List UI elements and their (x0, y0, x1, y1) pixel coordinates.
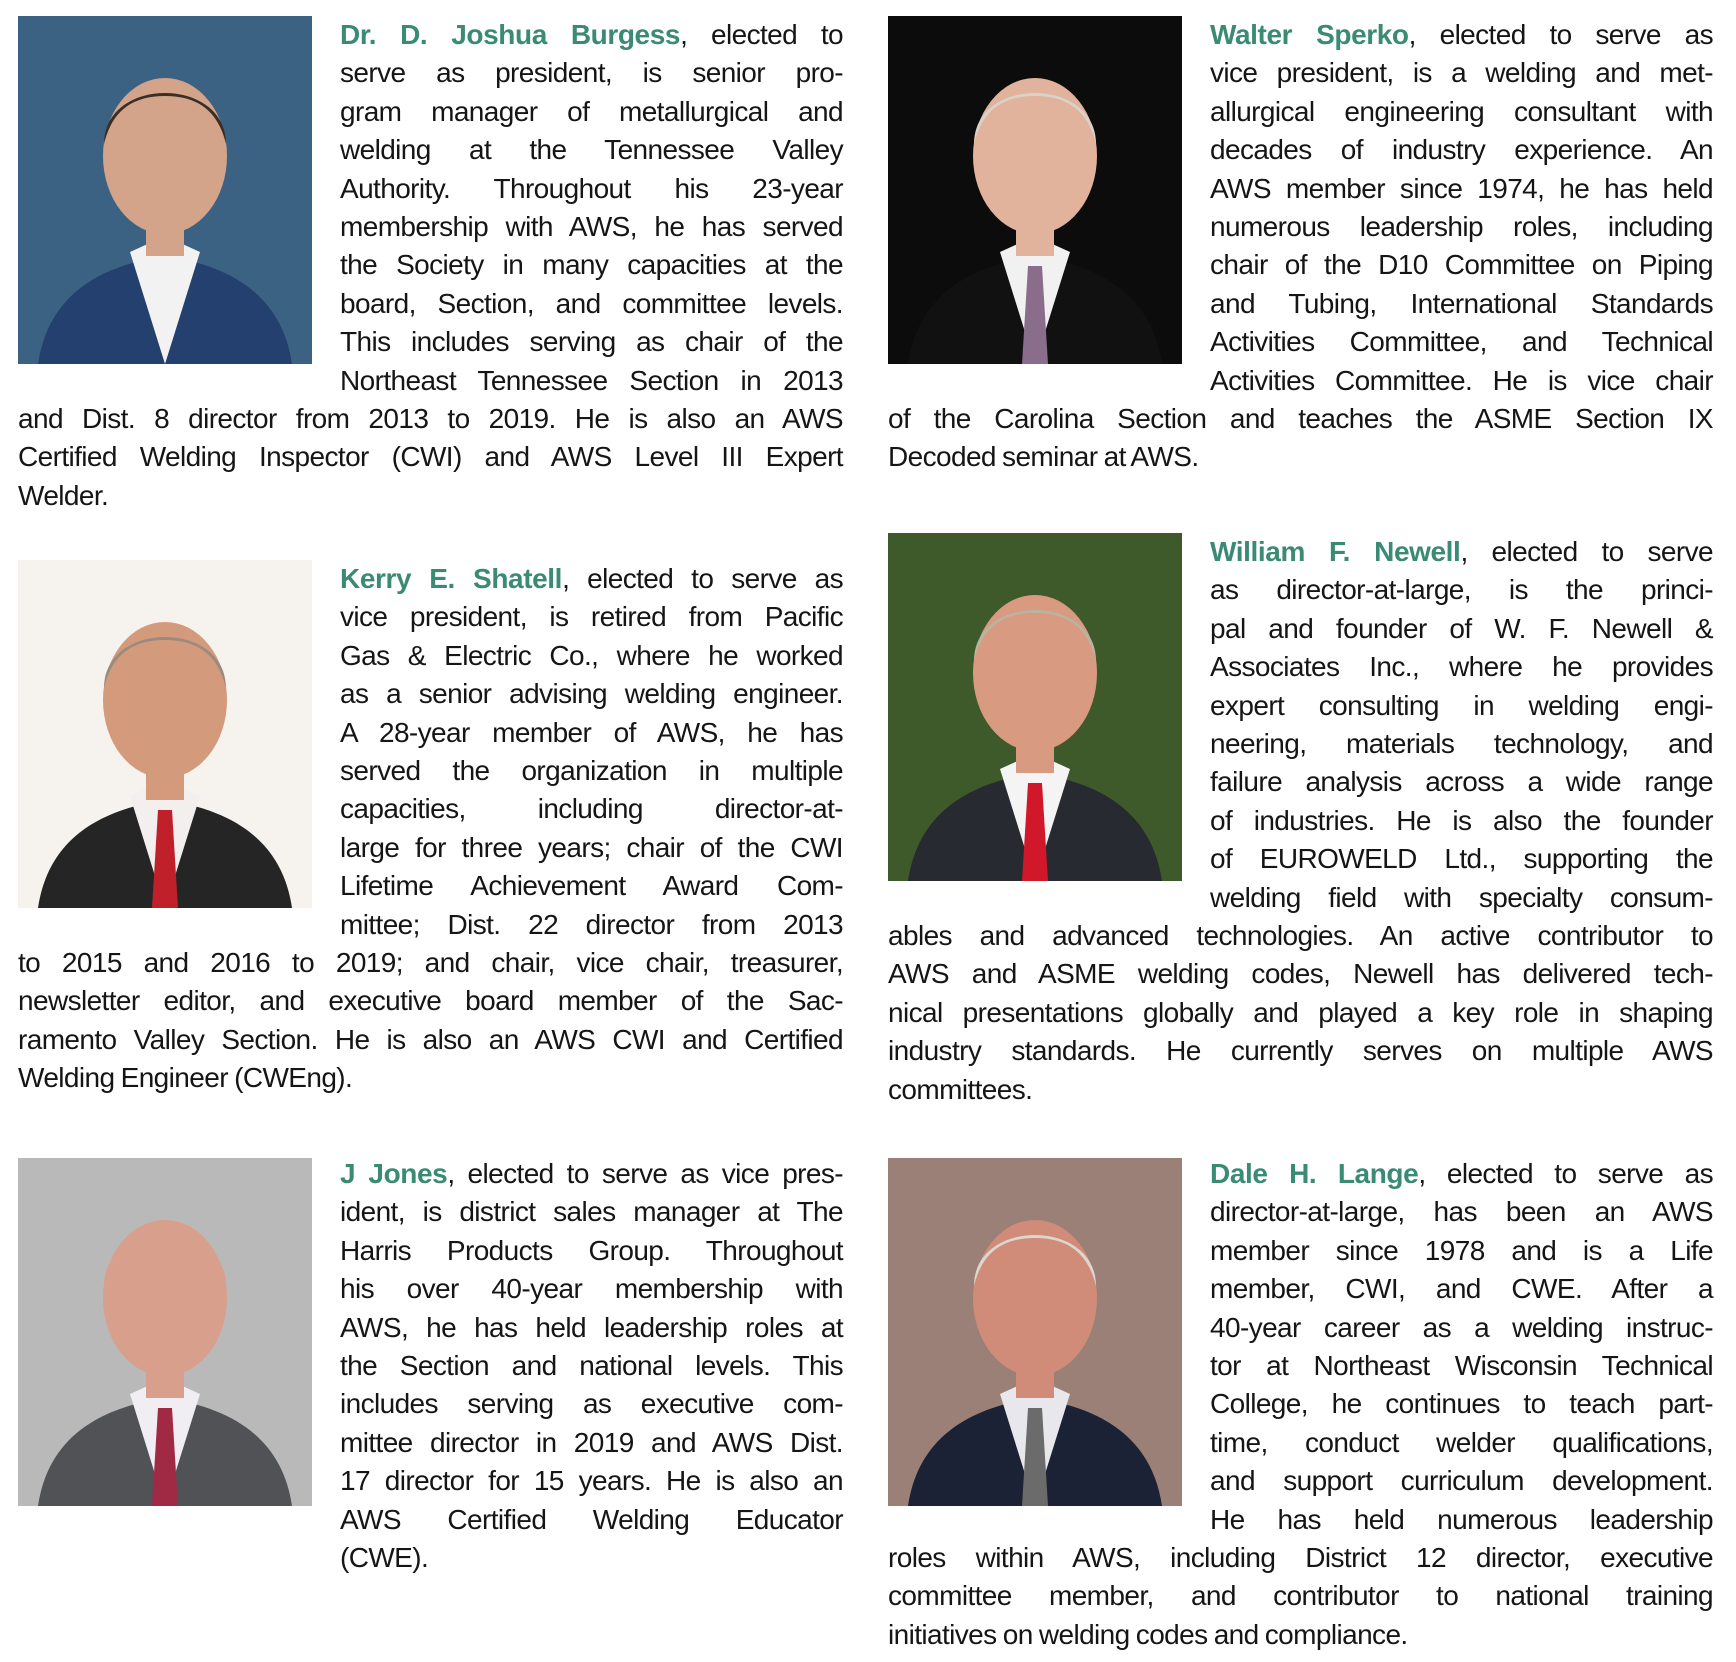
bio-text-line (340, 131, 843, 169)
bio-text-line (1210, 246, 1713, 284)
bio-text-line (1210, 1347, 1713, 1385)
bio-text-line (1210, 1232, 1713, 1270)
bio-text-line (888, 1539, 1713, 1577)
bio-text: as a senior advising welding engineer. (340, 678, 843, 710)
bio-text: large for three years; chair of the CWI (340, 831, 843, 863)
bio-text: ables and advanced technologies. An active contributor to (888, 920, 1713, 951)
bio-text-line (340, 1385, 843, 1423)
bio-text-line (340, 1347, 843, 1385)
bio-text: , elected to serve as (562, 563, 843, 594)
person-name: Walter Sperko (1210, 19, 1409, 50)
bio-text-line (1210, 648, 1713, 686)
bio-text: membership with AWS, he has served (340, 211, 843, 242)
bio-text: served the organization in multiple (340, 755, 843, 786)
bio-text: Lifetime Achievement Award Com- (340, 870, 843, 902)
bio-text-line (340, 560, 843, 598)
bio-text-line (1210, 362, 1713, 400)
bio-text-line (888, 994, 1713, 1032)
bio-text: Associates Inc., where he provides (1210, 651, 1713, 683)
bio-text: mittee director in 2019 and AWS Dist. (340, 1426, 843, 1458)
bio-text: of EUROWELD Ltd., supporting the (1210, 843, 1713, 875)
bio-text-line (340, 1193, 843, 1231)
bio-text-line (1210, 533, 1713, 571)
bio-text: Northeast Tennessee Section in 2013 (340, 364, 843, 396)
bio-text-line (340, 323, 843, 361)
bio-text-line (1210, 208, 1713, 246)
bio-text-line (1210, 1424, 1713, 1462)
bio-text-line (340, 246, 843, 284)
bio-text: Welding Engineer (CWEng). (18, 1062, 353, 1094)
bio-text-line (340, 637, 843, 675)
bio-text: numerous leadership roles, including (1210, 211, 1713, 242)
person-name: Kerry E. Shatell (340, 563, 563, 594)
bio-text-line (1210, 610, 1713, 648)
bio-text-line (18, 1059, 843, 1097)
bio-text-line (18, 438, 843, 476)
bio-text-line (18, 982, 843, 1020)
portrait-photo (888, 533, 1182, 881)
bio-text: neering, materials technology, and (1210, 728, 1713, 759)
bio-text-line (340, 1539, 843, 1577)
portrait-photo (18, 1158, 312, 1506)
bio-text: ident, is district sales manager at The (340, 1196, 843, 1228)
bio-text: initiatives on welding codes and compliance. (888, 1618, 1408, 1650)
bio-text: of industries. He is also the founder (1210, 804, 1713, 836)
bio-text-line (1210, 1193, 1713, 1231)
bio-text-line (1210, 1385, 1713, 1423)
bio-text-line (340, 906, 843, 944)
bio-text: (CWE). (340, 1542, 429, 1573)
bio-text-line (1210, 802, 1713, 840)
bio-text: This includes serving as chair of the (340, 326, 843, 358)
bio-text: 40-year career as a welding instruc- (1210, 1311, 1713, 1343)
bio-text: committee member, and contributor to national training (888, 1580, 1713, 1612)
bio-text-line (340, 362, 843, 400)
bio-text-line (340, 1309, 843, 1347)
bio-text-line (340, 714, 843, 752)
bio-text-line (340, 790, 843, 828)
bio-text-line (1210, 725, 1713, 763)
bio-text: serve as president, is senior pro- (340, 57, 843, 89)
bio-text: as director-at-large, is the princi- (1210, 574, 1713, 606)
portrait-photo (18, 560, 312, 908)
bio-text-line (1210, 16, 1713, 54)
bio-text: nical presentations globally and played a key role in shaping (888, 996, 1713, 1028)
bio-text: Activities Committee. He is vice chair (1210, 364, 1713, 396)
bio-text: welding field with specialty consum- (1210, 881, 1713, 913)
bio-text-line (1210, 93, 1713, 131)
bio-text-line (340, 208, 843, 246)
bio-text: committees. (888, 1073, 1033, 1105)
bio-text: roles within AWS, including District 12 director, executive (888, 1542, 1713, 1573)
bio-text: to 2015 and 2016 to 2019; and chair, vice chair, treasurer, (18, 947, 843, 978)
bio-text: and support curriculum development. (1210, 1465, 1713, 1497)
bio-text: the Section and national levels. This (340, 1350, 843, 1381)
bio-text-line (340, 285, 843, 323)
bio-text: 17 director for 15 years. He is also an (340, 1465, 843, 1497)
bio-text: decades of industry experience. An (1210, 134, 1713, 166)
bio-text-line (340, 1270, 843, 1308)
bio-text-line (1210, 1462, 1713, 1500)
bio-text-line (1210, 54, 1713, 92)
bio-text: expert consulting in welding engi- (1210, 689, 1713, 721)
bio-text: , elected to serve as (1408, 19, 1713, 50)
bio-text: allurgical engineering consultant with (1210, 95, 1713, 127)
bio-text-line (18, 477, 843, 515)
bio-text: welding at the Tennessee Valley (340, 134, 843, 166)
bio-text: ramento Valley Section. He is also an AWS CWI and Certified (18, 1023, 843, 1055)
bio-text: Certified Welding Inspector (CWI) and AWS Level III Expert (18, 441, 843, 473)
bio-text: his over 40-year membership with (340, 1273, 843, 1305)
portrait-photo (888, 16, 1182, 364)
bio-text: includes serving as executive com- (340, 1388, 843, 1420)
bio-text: AWS Certified Welding Educator (340, 1503, 843, 1535)
bio-text-line (888, 1616, 1713, 1654)
person-name: William F. Newell (1210, 536, 1461, 567)
bio-text-line (888, 1071, 1713, 1109)
bio-text-line (1210, 131, 1713, 169)
bio-text-line (1210, 285, 1713, 323)
bio-text: industry standards. He currently serves on multiple AWS (888, 1035, 1713, 1067)
bio-text-line (340, 829, 843, 867)
bio-text-line (888, 1032, 1713, 1070)
bio-text: , elected to (680, 19, 844, 50)
bio-text: AWS member since 1974, he has held (1210, 172, 1713, 204)
bio-text: Welder. (18, 479, 109, 511)
bio-text-line (1210, 1270, 1713, 1308)
bio-text-line (1210, 1501, 1713, 1539)
bio-text: Authority. Throughout his 23-year (340, 172, 843, 204)
bio-text-line (340, 675, 843, 713)
bio-text: the Society in many capacities at the (340, 249, 843, 281)
bio-text: College, he continues to teach part- (1210, 1388, 1713, 1420)
bio-text-line (888, 438, 1713, 476)
bio-text: and Dist. 8 director from 2013 to 2019. He is also an AWS (18, 403, 843, 434)
person-name: Dale H. Lange (1210, 1158, 1419, 1189)
bio-text-line (340, 1424, 843, 1462)
bio-text-line (340, 752, 843, 790)
bio-text: A 28-year member of AWS, he has (340, 716, 843, 748)
bio-text: , elected to serve (1460, 536, 1713, 567)
person-name: Dr. D. Joshua Burgess (340, 19, 681, 50)
bio-text-line (888, 1577, 1713, 1615)
bio-text-line (340, 93, 843, 131)
bio-text: , elected to serve as vice pres- (447, 1158, 843, 1189)
bio-text: He has held numerous leadership (1210, 1503, 1713, 1535)
bio-text-line (1210, 840, 1713, 878)
bio-text-line (340, 1501, 843, 1539)
bio-text: Harris Products Group. Throughout (340, 1234, 843, 1266)
bio-text: capacities, including director-at- (340, 793, 843, 825)
bio-text: AWS and ASME welding codes, Newell has delivered tech- (888, 958, 1713, 990)
bio-text: and Tubing, International Standards (1210, 287, 1713, 319)
bio-text-line (1210, 170, 1713, 208)
bio-text: member since 1978 and is a Life (1210, 1234, 1713, 1266)
portrait-photo (888, 1158, 1182, 1506)
bio-text: Decoded seminar at AWS. (888, 441, 1199, 473)
bio-text-line (1210, 323, 1713, 361)
bio-text-line (1210, 1309, 1713, 1347)
bio-text: failure analysis across a wide range (1210, 766, 1713, 798)
bio-text: chair of the D10 Committee on Piping (1210, 249, 1713, 281)
bio-text: vice president, is retired from Pacific (340, 601, 843, 633)
bio-text-line (340, 598, 843, 636)
bio-text: tor at Northeast Wisconsin Technical (1210, 1350, 1713, 1381)
bio-text-line (340, 16, 843, 54)
bio-text: , elected to serve as (1418, 1158, 1713, 1189)
bio-text: gram manager of metallurgical and (340, 95, 843, 127)
bio-text-line (1210, 1155, 1713, 1193)
bio-text-line (340, 867, 843, 905)
bio-text: board, Section, and committee levels. (340, 287, 843, 319)
bio-text-line (340, 1232, 843, 1270)
bio-text: director-at-large, has been an AWS (1210, 1196, 1713, 1228)
bio-text: Gas & Electric Co., where he worked (340, 639, 843, 671)
bio-text: vice president, is a welding and met- (1210, 57, 1713, 89)
bio-text-line (1210, 571, 1713, 609)
bio-text-line (888, 400, 1713, 438)
portrait-photo (18, 16, 312, 364)
bio-text: mittee; Dist. 22 director from 2013 (340, 908, 843, 940)
bio-text: of the Carolina Section and teaches the ASME Section IX (888, 403, 1713, 434)
bio-text-line (340, 170, 843, 208)
bio-text-line (340, 54, 843, 92)
bio-text: member, CWI, and CWE. After a (1210, 1273, 1713, 1305)
bio-text: pal and founder of W. F. Newell & (1210, 612, 1713, 644)
bio-text-line (1210, 879, 1713, 917)
bio-text: newsletter editor, and executive board member of the Sac- (18, 985, 843, 1017)
bio-text-line (1210, 687, 1713, 725)
bio-text: time, conduct welder qualifications, (1210, 1426, 1713, 1458)
bio-text: Activities Committee, and Technical (1210, 326, 1713, 358)
bio-text-line (18, 400, 843, 438)
bio-text-line (340, 1462, 843, 1500)
person-name: J Jones (340, 1158, 448, 1189)
bio-text-line (18, 944, 843, 982)
bio-text-line (888, 917, 1713, 955)
bio-text-line (340, 1155, 843, 1193)
bio-text-line (18, 1021, 843, 1059)
bio-text-line (888, 955, 1713, 993)
bio-text: AWS, he has held leadership roles at (340, 1311, 843, 1343)
bio-text-line (1210, 763, 1713, 801)
